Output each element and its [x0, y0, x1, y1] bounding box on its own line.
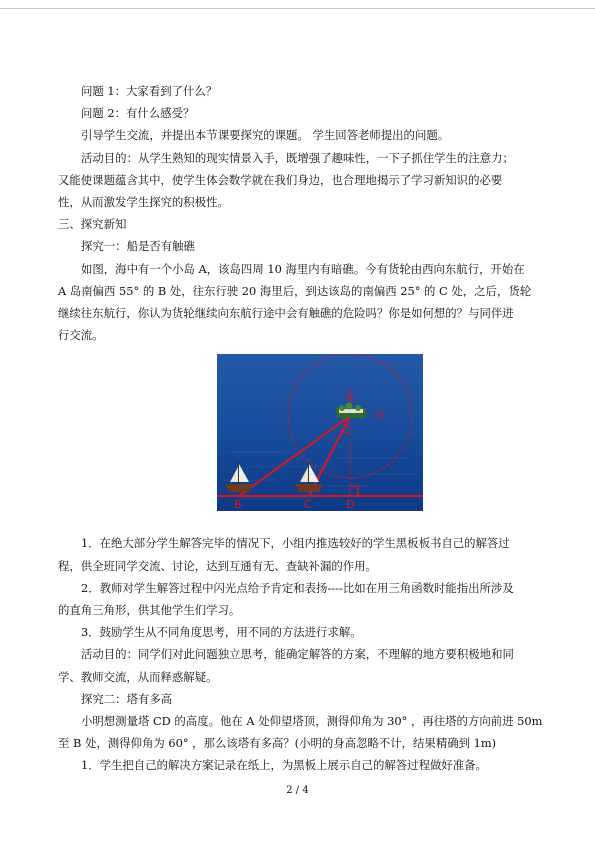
paragraph-line: 问题 2：有什么感受？	[81, 106, 195, 121]
paragraph-line: 行交流。	[58, 328, 104, 343]
paragraph-line: 学、教师交流，从而释惑解疑。	[58, 669, 218, 684]
paragraph-line: 程，供全班同学交流、讨论，达到互通有无、查缺补漏的作用。	[58, 558, 377, 573]
paragraph-line: 探究一：船是否有触礁	[81, 239, 195, 254]
paragraph-line: 问题 1：大家看到了什么？	[81, 84, 218, 98]
label-north: 北	[345, 392, 355, 404]
paragraph-line: 引导学生交流，并提出本节课要探究的课题。 学生回答老师提出的问题。	[81, 128, 450, 143]
paragraph-line: 2．教师对学生解答过程中闪光点给予肯定和表扬----比如在用三角函数时能指出所涉及	[81, 580, 514, 595]
figure-container	[58, 354, 548, 522]
label-c: C	[304, 498, 312, 512]
ship-c-hull	[295, 484, 323, 492]
island-tree-2	[346, 403, 353, 410]
text-block-after-figure	[58, 532, 548, 776]
paragraph-line: 1．学生把自己的解决方案记录在纸上，为黑板上展示自己的解答过程做好准备。	[81, 758, 487, 773]
ship-island-figure	[217, 354, 423, 511]
paragraph-line: 如图，海中有一个小岛 A，该岛四周 10 海里内有暗礁。今有货轮由西向东航行，开始在	[81, 261, 525, 276]
paragraph-line: 1．在绝大部分学生解答完毕的情况下，小组内推选较好的学生黑板板书自己的解答过	[81, 536, 510, 551]
paragraph-line: 至 B 处，测得仰角为 60° ，那么该塔有多高？(小明的身高忽略不计，结果精确到 1m)	[58, 736, 497, 751]
paragraph-line: 3．鼓励学生从不同角度思考，用不同的方法进行求解。	[81, 625, 362, 640]
page-body	[58, 80, 548, 777]
paragraph-line: 探究二：塔有多高	[81, 691, 173, 706]
label-east: 东	[375, 410, 385, 422]
paragraph-line: 活动目的：同学们对此问题独立思考，能确定解答的方案，不理解的地方要积极地和同	[81, 647, 514, 662]
label-d: D	[346, 498, 355, 512]
island-tree-1	[339, 405, 345, 411]
label-b: B	[234, 498, 242, 512]
paragraph-line: 的直角三角形，供其他学生们学习。	[58, 603, 241, 618]
paragraph-line: A 岛南偏西 55° 的 B 处，往东行驶 20 海里后，到达该岛的南偏西 25° 的 C 处，之后，货轮	[58, 283, 532, 298]
paragraph-line: 三、探究新知	[58, 217, 127, 232]
paragraph-line: 活动目的：从学生熟知的现实情景入手，既增强了趣味性，一下子抓住学生的注意力；	[81, 150, 514, 165]
ship-b-hull	[225, 484, 253, 492]
page-number: 2 / 4	[286, 785, 309, 796]
text-block-before-figure	[58, 80, 548, 346]
header-rule	[0, 8, 595, 9]
paragraph-line: 继续往东航行，你认为货轮继续向东航行途中会有触礁的危险吗？你是如何想的？与同伴进	[58, 306, 514, 321]
paragraph-line: 又能使课题蕴含其中，使学生体会数学就在我们身边，也合理地揭示了学习新知识的必要	[58, 172, 503, 187]
island-tree-3	[355, 405, 361, 411]
paragraph-line: 小明想测量塔 CD 的高度。他在 A 处仰望塔顶，测得仰角为 30° ，再往塔的方向前进 50m	[81, 714, 543, 729]
paragraph-line: 性，从而激发学生探究的积极性。	[58, 195, 229, 210]
